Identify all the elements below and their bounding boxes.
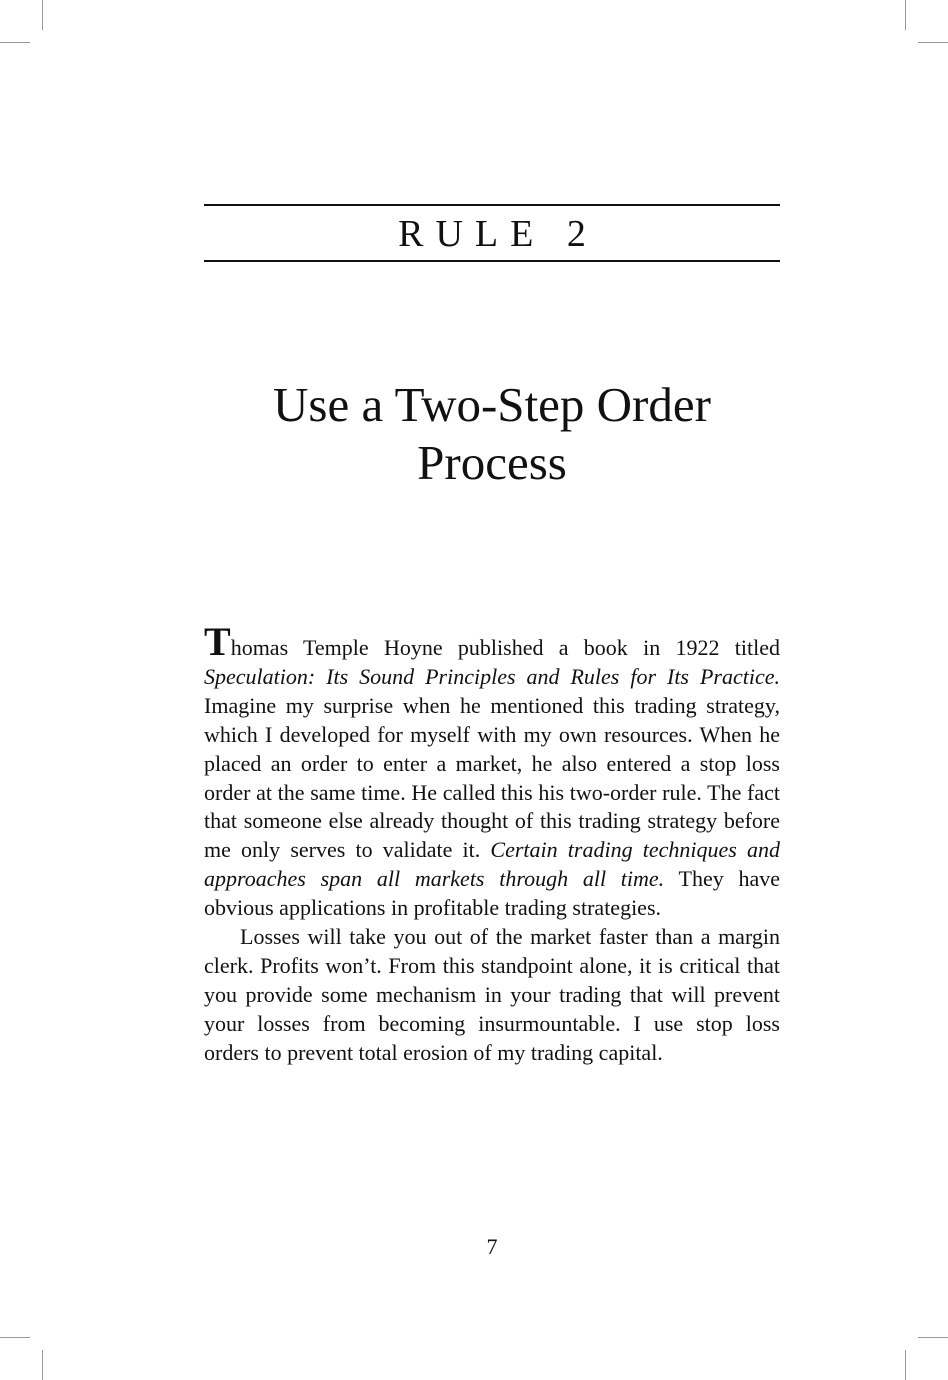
crop-mark-bottom-left-horizontal [0,1337,30,1338]
crop-mark-top-left-vertical [42,0,43,30]
chapter-title-line-2: Process [417,435,567,490]
crop-mark-top-right-horizontal [918,42,948,43]
rule-header [204,204,780,262]
crop-mark-top-right-vertical [905,0,906,30]
page-number: 7 [486,1234,498,1259]
crop-mark-top-left-horizontal [0,42,30,43]
body-text [204,619,781,1068]
book-title: Speculation: Its Sound Principles and Rules for Its Practice. [204,663,780,689]
chapter-title-line-1: Use a Two-Step Order [273,377,711,432]
crop-mark-bottom-right-vertical [905,1350,906,1380]
rule-label: RULE 2 [398,213,598,255]
paragraph-1-text-a: homas Temple Hoyne published a book in 1922 titled [230,635,780,660]
chapter-title [204,376,780,492]
paragraph-1 [204,619,781,923]
paragraph-1-text-b: Imagine my surprise when he mentioned this trading strategy, which I developed for myself with my own resources. When he placed an order to enter a market, he also entered a stop loss order at the same time. He called this his two-order rule. The fact that someone else already thought of this trading strategy before me only serves to validate it. [204,692,780,863]
crop-mark-bottom-right-horizontal [918,1337,948,1338]
emphasis-text: Certain trading techniques and approaches span all markets through all time. [204,837,781,892]
paragraph-2: Losses will take you out of the market faster than a margin clerk. Profits won’t. From this standpoint alone, it is critical that you provide some mechanism in your trading that will prevent your losses from becoming insurmountable. I use stop loss orders to prevent total erosion of my trading capital. [204,924,780,1065]
crop-mark-bottom-left-vertical [42,1350,43,1380]
drop-cap: T [204,619,231,664]
paragraph-1-text-c: They have obvious applications in profitable trading strategies. [204,866,781,921]
